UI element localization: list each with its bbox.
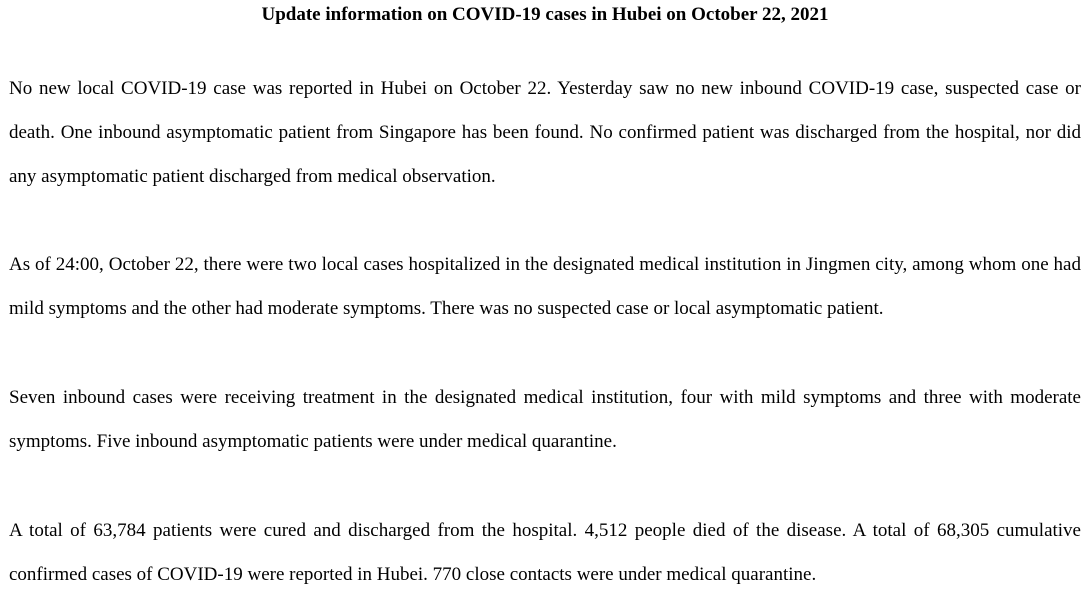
paragraph-new-cases: No new local COVID-19 case was reported in Hubei on October 22. Yesterday saw no new inbound COVID-19 case, suspected case or death. One inbound asymptomatic patient from Singapore has been found. No confirmed patient was discharged from the hospital, nor did any asymptomatic patient discharged from medical observation. [9,78,1081,187]
paragraph-totals: A total of 63,784 patients were cured and discharged from the hospital. 4,512 people died of the disease. A total of 68,305 cumulative confirmed cases of COVID-19 were reported in Hubei. 770 close contacts were under medical quarantine. [9,520,1081,585]
document-title: Update information on COVID-19 cases in Hubei on October 22, 2021 [261,4,829,25]
paragraph-local-cases: As of 24:00, October 22, there were two local cases hospitalized in the designated medical institution in Jingmen city, among whom one had mild symptoms and the other had moderate symptoms. There was no suspected case or local asymptomatic patient. [9,254,1081,319]
paragraph-inbound-cases: Seven inbound cases were receiving treatment in the designated medical institution, four with mild symptoms and three with moderate symptoms. Five inbound asymptomatic patients were under medical quarantine. [9,387,1081,452]
